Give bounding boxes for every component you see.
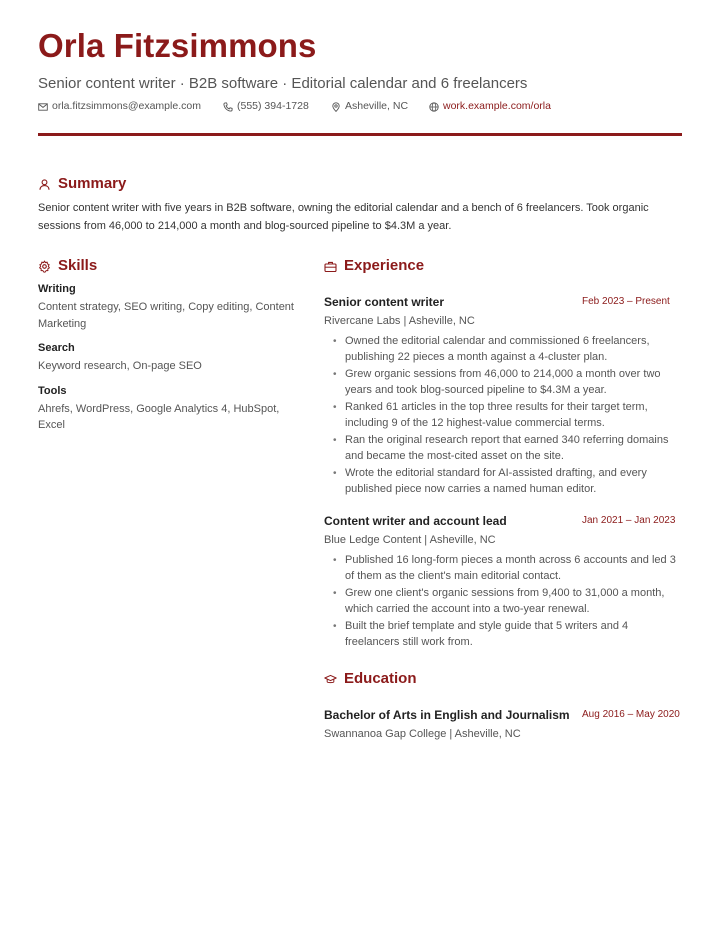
job-dates: Feb 2023 – Present [582,296,670,307]
job-bullets [324,553,684,650]
skill-group [38,282,300,332]
education-entry [324,708,684,741]
skill-group [38,384,300,434]
job-entry [324,514,684,652]
job-title: Senior content writer [324,295,445,309]
job-bullet: • Ranked 61 articles in the top three results for their target term, including 9 of the 12 highest-value commercial terms. [324,400,684,431]
graduation-cap-icon [324,673,337,686]
job-dates: Jan 2021 – Jan 2023 [582,515,676,526]
experience-title: Experience [344,257,425,274]
job-bullet: • Wrote the editorial standard for AI-assisted drafting, and every published piece now carries a named human editor. [324,466,684,497]
job-bullet: • Built the brief template and style guide that 5 writers and 4 freelancers still work from. [324,619,684,650]
skill-items: Content strategy, SEO writing, Copy editing, Content Marketing [38,301,294,330]
summary-title: Summary [58,175,127,192]
skills-title: Skills [58,257,98,274]
briefcase-icon [324,260,337,273]
contact-email[interactable] [38,100,201,113]
job-bullet: • Published 16 long-form pieces a month across 6 accounts and led 3 of them as the client's main editorial contact. [324,553,684,584]
headline: Senior content writer · B2B software · Editorial calendar and 6 freelancers [38,75,528,92]
globe-icon [429,102,439,112]
degree-title: Bachelor of Arts in English and Journalism [324,708,570,722]
skill-items: Keyword research, On-page SEO [38,360,202,372]
job-entry [324,295,684,499]
contact-phone[interactable] [223,100,309,113]
skill-category: Writing [38,283,76,295]
job-bullet: • Owned the editorial calendar and commissioned 6 freelancers, publishing 22 pieces a month against a 4-cluster plan. [324,334,684,365]
education-dates: Aug 2016 – May 2020 [582,709,680,720]
job-bullets [324,334,684,497]
gear-icon [38,260,51,273]
job-bullet: • Grew one client's organic sessions from 9,400 to 31,000 a month, which carried the account into a two-year renewal. [324,586,684,617]
job-company: Rivercane Labs | Asheville, NC [324,315,475,327]
phone-icon [223,102,233,112]
job-bullet: • Grew organic sessions from 46,000 to 214,000 a month over two years and took blog-sourced pipeline to $4.3M a year. [324,367,684,398]
contact-location [331,100,408,113]
location-pin-icon [331,102,341,112]
candidate-name: Orla Fitzsimmons [38,27,317,64]
contact-row [38,100,682,114]
skills-heading [38,257,97,275]
email-text: orla.fitzsimmons@example.com [52,100,201,112]
header-divider [38,133,682,136]
school-name: Swannanoa Gap College | Asheville, NC [324,728,521,740]
job-bullet: • Ran the original research report that earned 340 referring domains and became the most-cited asset on the site. [324,433,684,464]
experience-heading [324,257,424,275]
education-title: Education [344,670,417,687]
contact-website[interactable] [429,100,551,113]
skill-group [38,341,300,375]
job-title: Content writer and account lead [324,514,507,528]
resume-header [38,26,682,112]
skill-category: Tools [38,384,67,397]
skills-list [38,282,300,443]
skill-items: Ahrefs, WordPress, Google Analytics 4, HubSpot, Excel [38,402,280,431]
education-heading [324,670,417,688]
summary-text: Senior content writer with five years in B2B software, owning the editorial calendar and a bench of 6 freelancers. Took organic sessions from 46,000 to 214,000 a month and blog-sourced pipeline to $4.3M a year. [38,202,649,232]
summary-heading [38,175,126,193]
job-company: Blue Ledge Content | Asheville, NC [324,534,496,546]
location-text: Asheville, NC [345,100,409,112]
mail-icon [38,102,48,112]
phone-text: (555) 394-1728 [237,100,309,112]
skill-category: Search [38,342,75,354]
website-link[interactable]: work.example.com/orla [443,100,551,112]
person-icon [38,178,51,191]
